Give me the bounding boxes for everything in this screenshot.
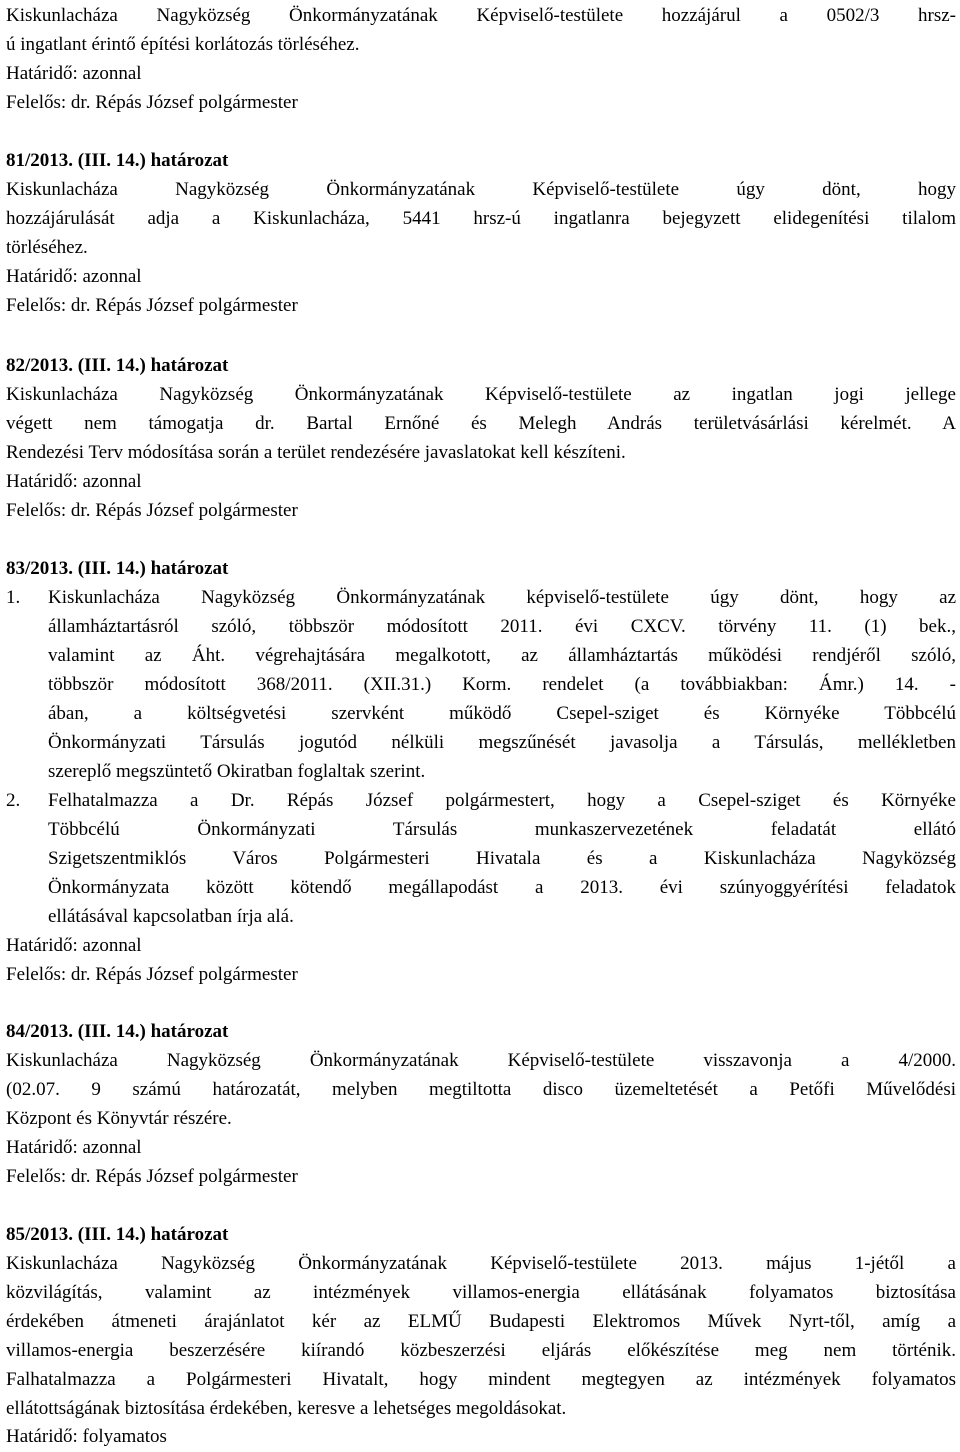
resolution-heading: 84/2013. (III. 14.) határozat (6, 1021, 229, 1042)
list-item-line: Többcélú Önkormányzati Társulás munkaszervezetének feladatát ellátó (48, 819, 956, 840)
list-number: 1. (6, 587, 21, 608)
list-item-line: valamint az Áht. végrehajtására megalkotott, az államháztartás működési rendjéről szóló, (48, 645, 956, 666)
list-item-line: szereplő megszüntető Okiratban foglaltak szerint. (48, 761, 426, 782)
body-line: Kiskunlacháza Nagyközség Önkormányzatának Képviselő-testülete hozzájárul a 0502/3 hrsz- (6, 5, 956, 26)
list-item-line: többször módosított 368/2011. (XII.31.) Korm. rendelet (a továbbiakban: Ámr.) 14. - (48, 674, 956, 695)
deadline-line: Határidő: azonnal (6, 1137, 142, 1158)
body-line: ú ingatlant érintő építési korlátozás törléséhez. (6, 34, 360, 55)
list-item-line: Önkormányzata között kötendő megállapodást a 2013. évi szúnyoggyérítési feladatok (48, 877, 956, 898)
body-line: Kiskunlacháza Nagyközség Önkormányzatának Képviselő-testülete az ingatlan jogi jellege (6, 384, 956, 405)
list-item-line: államháztartásról szóló, többször módosított 2011. évi CXCV. törvény 11. (1) bek., (48, 616, 956, 637)
body-line: Rendezési Terv módosítása során a terület rendezésére javaslatokat kell készíteni. (6, 442, 626, 463)
deadline-line: Határidő: azonnal (6, 471, 142, 492)
responsible-line: Felelős: dr. Répás József polgármester (6, 92, 298, 113)
body-line: végett nem támogatja dr. Bartal Ernőné és Melegh András területvásárlási kérelmét. A (6, 413, 956, 434)
list-item-line: Önkormányzati Társulás jogutód nélküli megszűnését javasolja a Társulás, mellékletben (48, 732, 956, 753)
list-item-line: ellátásával kapcsolatban írja alá. (48, 906, 294, 927)
resolution-heading: 83/2013. (III. 14.) határozat (6, 558, 229, 579)
body-line: Központ és Könyvtár részére. (6, 1108, 232, 1129)
body-line: törléséhez. (6, 237, 88, 258)
list-number: 2. (6, 790, 21, 811)
list-item-line: Szigetszentmiklós Város Polgármesteri Hivatala és a Kiskunlacháza Nagyközség (48, 848, 956, 869)
body-line: Falhatalmazza a Polgármesteri Hivatalt, hogy mindent megtegyen az intézmények folyamatos (6, 1369, 956, 1390)
list-item-line: Felhatalmazza a Dr. Répás József polgármestert, hogy a Csepel-sziget és Környéke (48, 790, 956, 811)
body-line: ellátottságának biztosítása érdekében, keresve a lehetséges megoldásokat. (6, 1398, 567, 1419)
resolution-heading: 81/2013. (III. 14.) határozat (6, 150, 229, 171)
body-line: érdekében átmeneti árajánlatot kér az ELMŰ Budapesti Elektromos Művek Nyrt-től, amíg a (6, 1311, 956, 1332)
body-line: villamos-energia beszerzésére kiírandó közbeszerzési eljárás előkészítése meg nem történik. (6, 1340, 956, 1361)
resolution-heading: 85/2013. (III. 14.) határozat (6, 1224, 229, 1245)
list-item-line: ában, a költségvetési szervként működő Csepel-sziget és Környéke Többcélú (48, 703, 956, 724)
responsible-line: Felelős: dr. Répás József polgármester (6, 500, 298, 521)
resolution-heading: 82/2013. (III. 14.) határozat (6, 355, 229, 376)
body-line: (02.07. 9 számú határozatát, melyben megtiltotta disco üzemeltetését a Petőfi Művelődési (6, 1079, 956, 1100)
responsible-line: Felelős: dr. Répás József polgármester (6, 1166, 298, 1187)
deadline-line: Határidő: azonnal (6, 266, 142, 287)
body-line: Kiskunlacháza Nagyközség Önkormányzatának Képviselő-testülete visszavonja a 4/2000. (6, 1050, 956, 1071)
deadline-line: Határidő: azonnal (6, 935, 142, 956)
responsible-line: Felelős: dr. Répás József polgármester (6, 964, 298, 985)
body-line: közvilágítás, valamint az intézmények villamos-energia ellátásának folyamatos biztosítása (6, 1282, 956, 1303)
body-line: Kiskunlacháza Nagyközség Önkormányzatának Képviselő-testülete úgy dönt, hogy (6, 179, 956, 200)
responsible-line: Felelős: dr. Répás József polgármester (6, 295, 298, 316)
body-line: hozzájárulását adja a Kiskunlacháza, 5441 hrsz-ú ingatlanra bejegyzett elidegenítési tilalom (6, 208, 956, 229)
body-line: Kiskunlacháza Nagyközség Önkormányzatának Képviselő-testülete 2013. május 1-jétől a (6, 1253, 956, 1274)
deadline-line: Határidő: azonnal (6, 63, 142, 84)
deadline-line: Határidő: folyamatos (6, 1426, 167, 1447)
list-item-line: Kiskunlacháza Nagyközség Önkormányzatának képviselő-testülete úgy dönt, hogy az (48, 587, 956, 608)
